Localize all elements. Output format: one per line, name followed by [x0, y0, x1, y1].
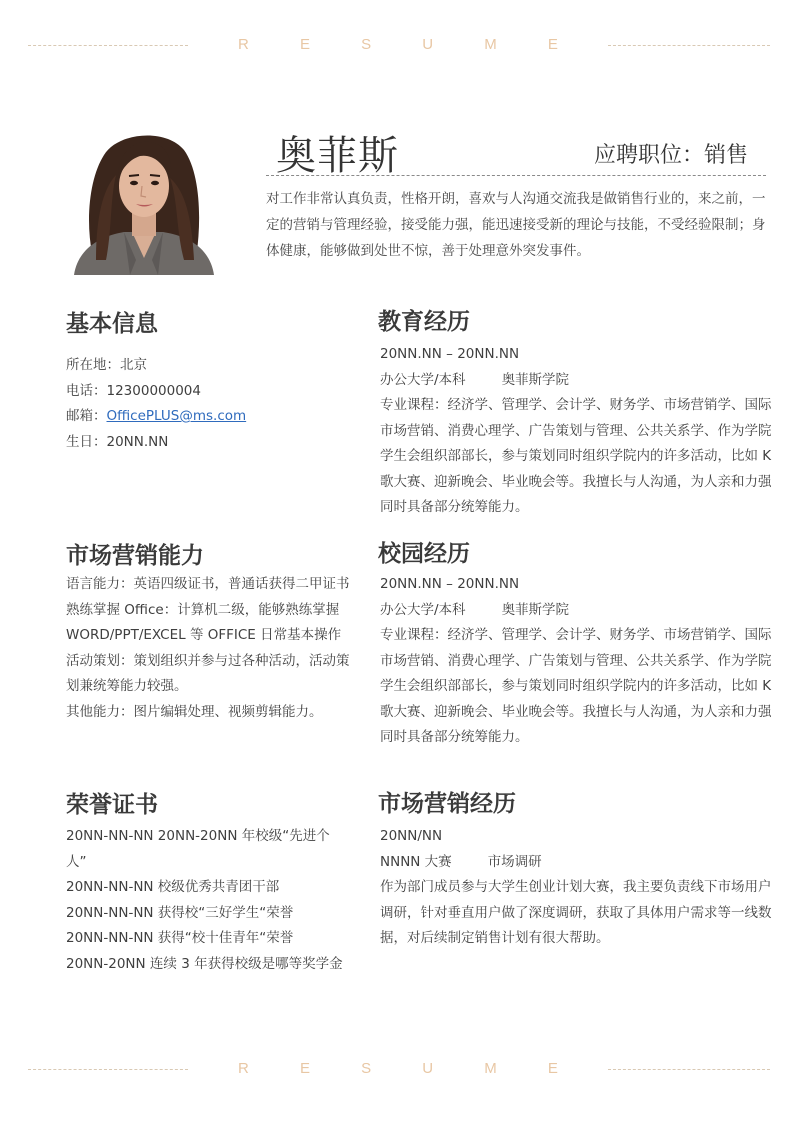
banner-resume-letters	[238, 36, 558, 53]
skill-item: 活动策划：策划组织并参与过各种活动，活动策划兼统筹能力较强。	[66, 652, 350, 694]
birthday-line: 生日：20NN.NN	[66, 433, 169, 450]
education-college: 奥菲斯学院	[501, 371, 570, 388]
banner-letter: U	[422, 1060, 434, 1077]
banner-letter: S	[361, 1060, 372, 1077]
skill-item: 语言能力：英语四级证书，普通话获得二甲证书	[66, 576, 350, 592]
campus-block	[380, 572, 772, 751]
marketing-role: 市场调研	[487, 853, 542, 870]
marketing-experience-block	[380, 824, 772, 952]
campus-school-line	[380, 598, 772, 624]
banner-letter: R	[238, 1060, 249, 1077]
honor-item: 20NN-NN-NN 获得校“三好学生“荣誉	[66, 904, 294, 921]
basic-info-list	[66, 353, 326, 455]
banner-letter: R	[238, 36, 249, 53]
portrait-illustration	[66, 120, 221, 275]
header-divider	[266, 175, 766, 176]
banner-letter: E	[547, 1060, 558, 1077]
honors-title: 荣誉证书	[66, 792, 158, 818]
honors-list	[66, 824, 350, 977]
skill-item: 熟练掌握 Office：计算机二级，能够熟练掌握 WORD/PPT/EXCEL 等 OFFICE 日常基本操作	[66, 601, 342, 643]
honor-item: 20NN-20NN 连续 3 年获得校级是哪等奖学金	[66, 955, 343, 972]
education-block	[380, 342, 772, 521]
marketing-date: 20NN/NN	[380, 828, 443, 844]
skill-item: 其他能力：图片编辑处理、视频剪辑能力。	[66, 703, 323, 720]
applied-position: 应聘职位：销售	[593, 143, 748, 168]
banner-dashed-line-right	[608, 45, 770, 46]
self-introduction: 对工作非常认真负责，性格开朗，喜欢与人沟通交流我是做销售行业的，来之前，一定的营销与管理经验，接受能力强，能迅速接受新的理论与技能，不受经验限制；身体健康，能够做到处世不惊，善于处理意外突发事件。	[266, 191, 766, 259]
education-school-line	[380, 368, 772, 394]
campus-detail: 专业课程：经济学、管理学、会计学、财务学、市场营销学、国际市场营销、消费心理学、广告策划与管理、公共关系学、作为学院学生会组织部部长，参与策划同时组织学院内的许多活动，比如 K 歌大赛、迎新晚会、毕业晚会等。我擅长与人沟通，为人亲和力强同时具备部分统筹能力。	[380, 627, 772, 745]
marketing-event-line	[380, 850, 772, 876]
banner-dashed-line-left	[28, 45, 188, 46]
phone-line: 电话：12300000004	[66, 382, 201, 399]
marketing-skills-title: 市场营销能力	[66, 543, 204, 569]
candidate-name: 奥菲斯	[276, 133, 399, 179]
banner-dashed-line-right	[608, 1069, 770, 1070]
education-title: 教育经历	[378, 309, 470, 335]
email-label: 邮箱：	[66, 408, 107, 424]
marketing-event: NNNN 大赛	[380, 853, 452, 870]
location-line: 所在地：北京	[66, 357, 147, 373]
banner-letter: M	[484, 1060, 497, 1077]
education-period: 20NN.NN – 20NN.NN	[380, 346, 520, 362]
campus-period: 20NN.NN – 20NN.NN	[380, 576, 520, 592]
banner-letter: E	[299, 1060, 310, 1077]
campus-title: 校园经历	[378, 541, 470, 567]
banner-letter: E	[299, 36, 310, 53]
banner-letter: S	[361, 36, 372, 53]
top-resume-banner	[0, 36, 800, 56]
banner-letter: U	[422, 36, 434, 53]
marketing-skills-list	[66, 572, 352, 725]
email-line	[66, 404, 326, 430]
basic-info-title: 基本信息	[66, 311, 158, 337]
banner-resume-letters	[238, 1060, 558, 1077]
honor-item: 20NN-NN-NN 获得“校十佳青年“荣誉	[66, 930, 294, 946]
marketing-detail: 作为部门成员参与大学生创业计划大赛，我主要负责线下市场用户调研，针对垂直用户做了深度调研，获取了具体用户需求等一线数据，对后续制定销售计划有很大帮助。	[380, 879, 772, 946]
honor-item: 20NN-NN-NN 20NN-20NN 年校级“先进个人”	[66, 828, 330, 870]
profile-photo	[66, 120, 221, 275]
banner-letter: E	[547, 36, 558, 53]
campus-school: 办公大学/本科	[380, 601, 466, 618]
banner-letter: M	[484, 36, 497, 53]
campus-college: 奥菲斯学院	[501, 601, 570, 618]
banner-dashed-line-left	[28, 1069, 188, 1070]
honor-item: 20NN-NN-NN 校级优秀共青团干部	[66, 879, 280, 895]
bottom-resume-banner	[0, 1060, 800, 1080]
education-school: 办公大学/本科	[380, 371, 466, 388]
education-detail: 专业课程：经济学、管理学、会计学、财务学、市场营销学、国际市场营销、消费心理学、广告策划与管理、公共关系学、作为学院学生会组织部部长，参与策划同时组织学院内的许多活动，比如 K 歌大赛、迎新晚会、毕业晚会等。我擅长与人沟通，为人亲和力强同时具备部分统筹能力。	[380, 397, 772, 515]
email-link[interactable]: OfficePLUS@ms.com	[106, 408, 247, 424]
marketing-experience-title: 市场营销经历	[378, 791, 516, 817]
